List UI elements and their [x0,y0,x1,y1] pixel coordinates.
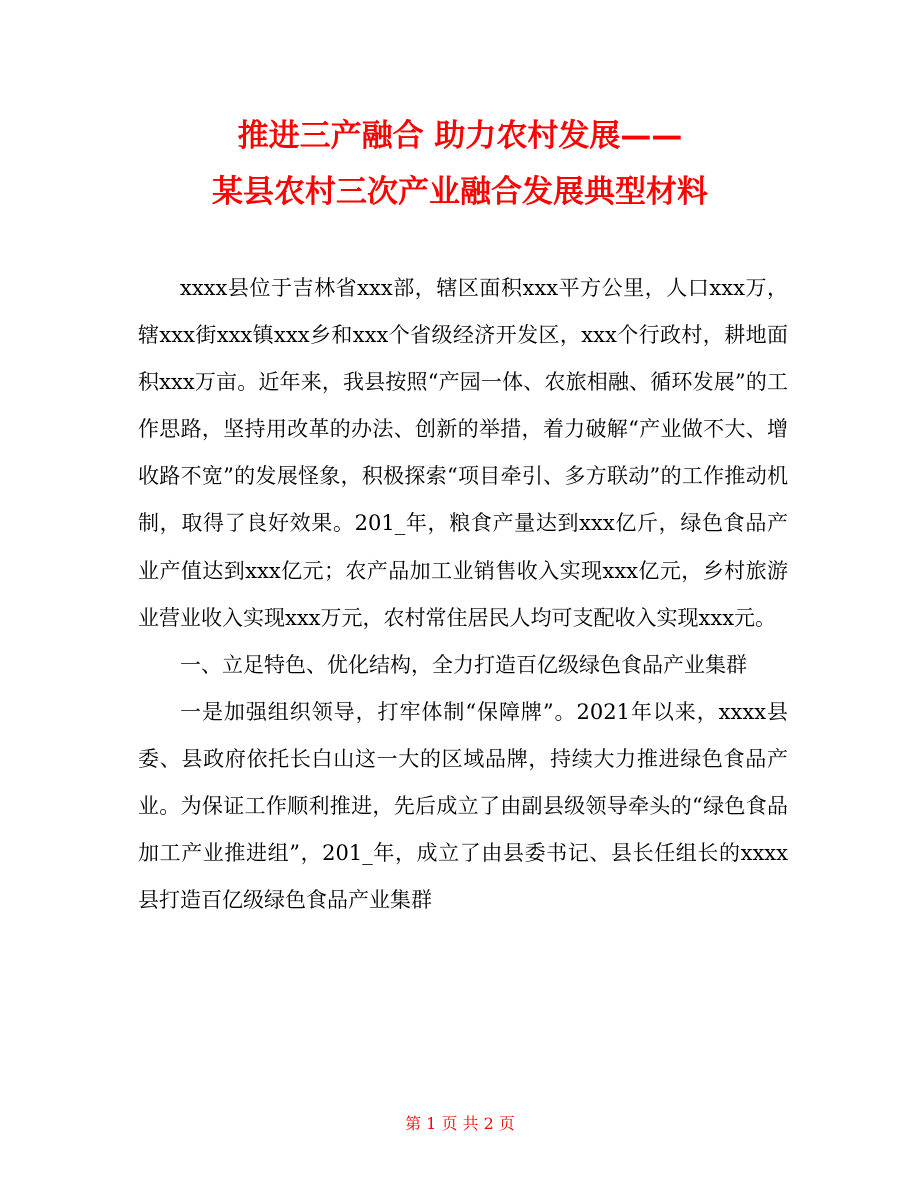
section-heading-1: 一、立足特色、优化结构，全力打造百亿级绿色食品产业集群 [180,652,747,677]
document-title-line-2: 某县农村三次产业融合发展典型材料 [212,174,708,210]
body-paragraph: 一是加强组织领导，打牢体制“保障牌”。2021年以来，xxxx县委、县政府依托长白山这一大的区域品牌，持续大力推进绿色食品产业。为保证工作顺利推进，先后成立了由副县级领导牵头的“绿色食品加工产业推进组”，201_年，成立了由县委书记、县长任组长的xxxx县打造百亿级绿色食品产业集群 [138,699,788,913]
page-footer: 第 1 页 共 2 页 [405,1114,515,1133]
intro-paragraph: xxxx县位于吉林省xxx部，辖区面积xxx平方公里，人口xxx万，辖xxx街xxx镇xxx乡和xxx个省级经济开发区，xxx个行政村，耕地面积xxx万亩。近年来，我县按照“产园一体、农旅相融、循环发展”的工作思路，坚持用改革的办法、创新的举措，着力破解“产业做不大、增收路不宽”的发展怪象，积极探索“项目牵引、多方联动”的工作推动机制，取得了良好效果。201_年，粮食产量达到xxx亿斤，绿色食品产业产值达到xxx亿元；农产品加工业销售收入实现xxx亿元，乡村旅游业营业收入实现xxx万元，农村常住居民人均可支配收入实现xxx元。 [138,276,788,630]
document-title-line-1: 推进三产融合 助力农村发展—— [237,118,683,154]
document-body [138,265,788,924]
